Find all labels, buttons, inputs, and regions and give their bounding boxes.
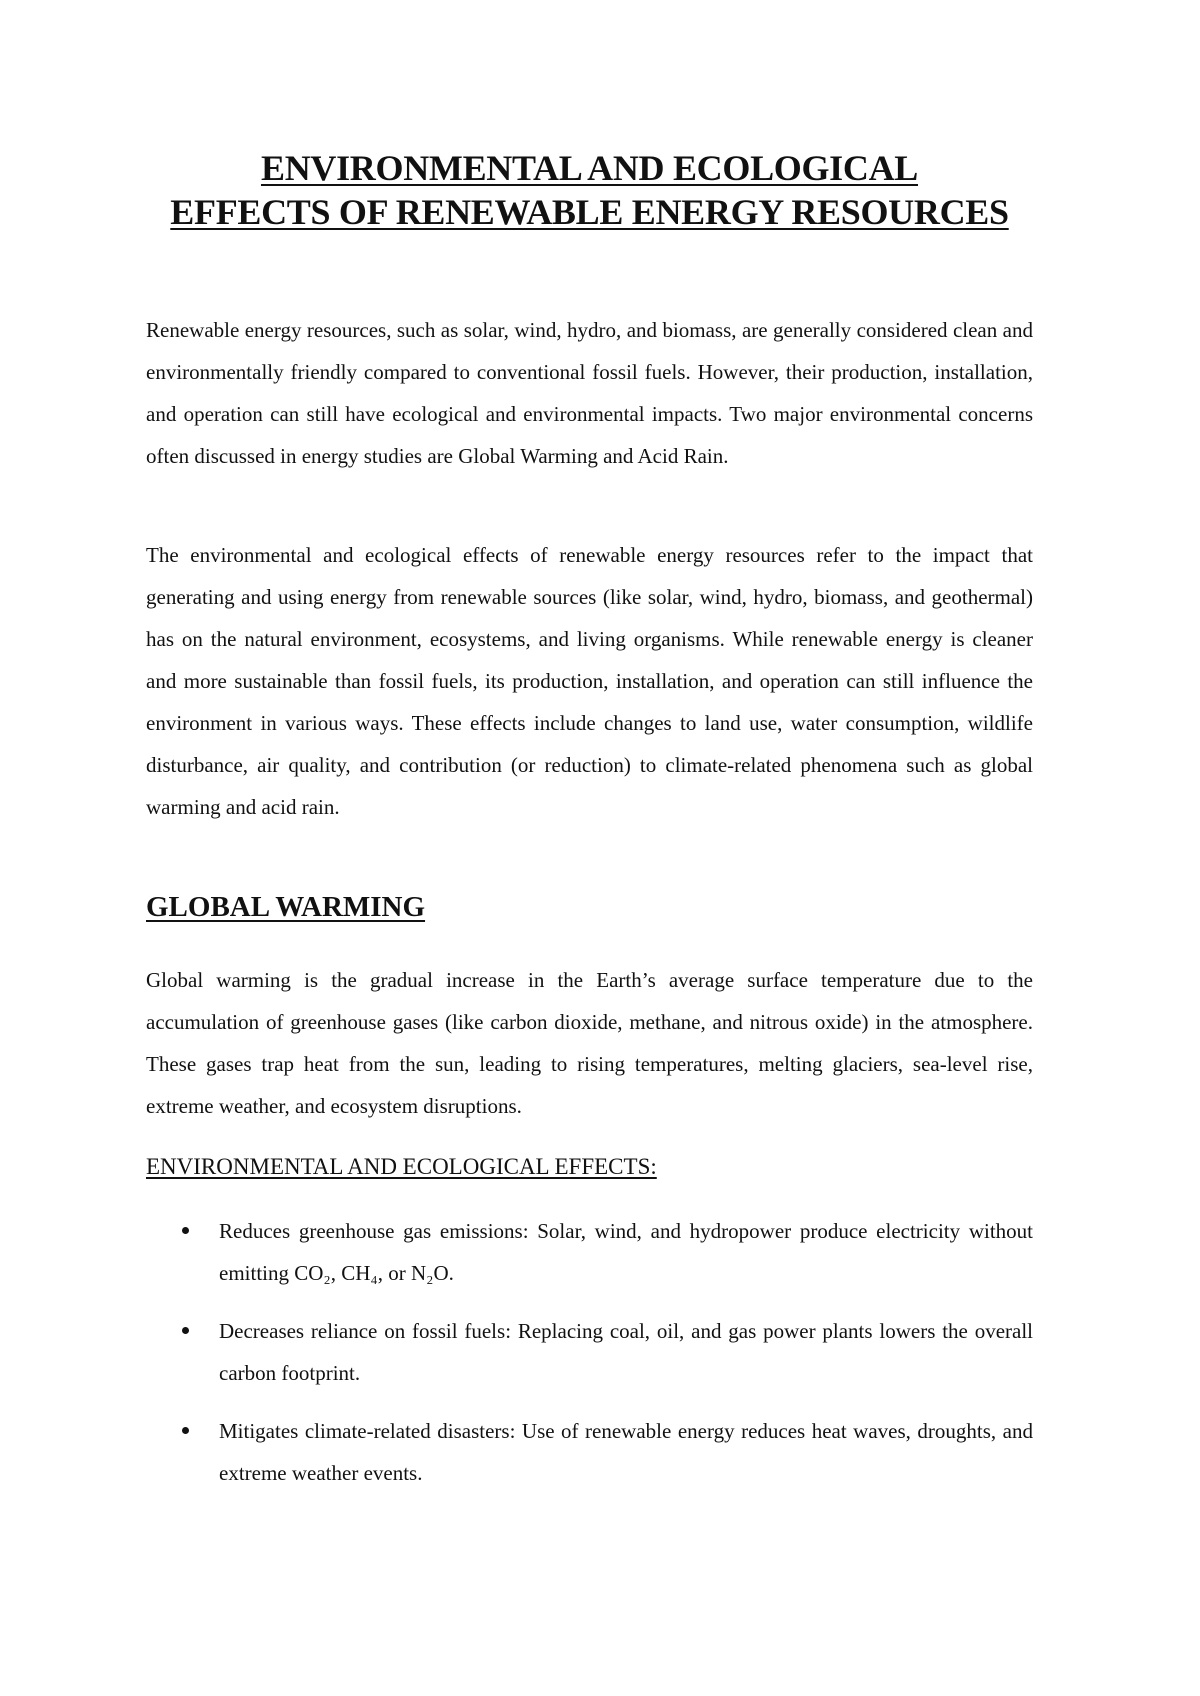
title-line-2: EFFECTS OF RENEWABLE ENERGY RESOURCES bbox=[170, 192, 1009, 232]
effects-bullet-list bbox=[146, 1210, 1033, 1510]
global-warming-paragraph: Global warming is the gradual increase in the Earth’s average surface temperature due to the accumulation of greenhouse gases (like carbon dioxide, methane, and nitrous oxide) in the atmosphere. These gases trap heat from the sun, leading to rising temperatures, melting glaciers, sea-level rise, extreme weather, and ecosystem disruptions. bbox=[146, 968, 1033, 1118]
bullet-item bbox=[146, 1310, 1033, 1394]
title-line-1: ENVIRONMENTAL AND ECOLOGICAL bbox=[260, 148, 919, 188]
bullet-text: Mitigates climate-related disasters: Use of renewable energy reduces heat waves, droughts, and extreme weather events. bbox=[219, 1419, 1033, 1485]
bullet-text: Reduces greenhouse gas emissions: Solar, wind, and hydropower produce electricity without emitting CO₂, CH₄, or N₂O. bbox=[219, 1219, 1033, 1285]
bullet-icon bbox=[182, 1227, 189, 1234]
bullet-item bbox=[146, 1410, 1033, 1494]
bullet-icon bbox=[182, 1427, 189, 1434]
definition-paragraph: The environmental and ecological effects of renewable energy resources refer to the impact that generating and using energy from renewable sources (like solar, wind, hydro, biomass, and geothermal) has on the natural environment, ecosystems, and living organisms. While renewable energy is cleaner and more sustainable than fossil fuels, its production, installation, and operation can still influence the environment in various ways. These effects include changes to land use, water consumption, wildlife disturbance, air quality, and contribution (or reduction) to climate-related phenomena such as global warming and acid rain. bbox=[146, 543, 1033, 819]
bullet-text: Decreases reliance on fossil fuels: Replacing coal, oil, and gas power plants lowers the overall carbon footprint. bbox=[219, 1319, 1033, 1385]
section-heading-global-warming: GLOBAL WARMING bbox=[146, 891, 426, 923]
bullet-item bbox=[146, 1210, 1033, 1294]
effects-subheading: ENVIRONMENTAL AND ECOLOGICAL EFFECTS: bbox=[146, 1154, 657, 1179]
document-title bbox=[146, 146, 1033, 234]
bullet-icon bbox=[182, 1327, 189, 1334]
intro-paragraph: Renewable energy resources, such as solar, wind, hydro, and biomass, are generally considered clean and environmentally friendly compared to conventional fossil fuels. However, their production, installation, and operation can still have ecological and environmental impacts. Two major environmental concerns often discussed in energy studies are Global Warming and Acid Rain. bbox=[146, 318, 1033, 468]
